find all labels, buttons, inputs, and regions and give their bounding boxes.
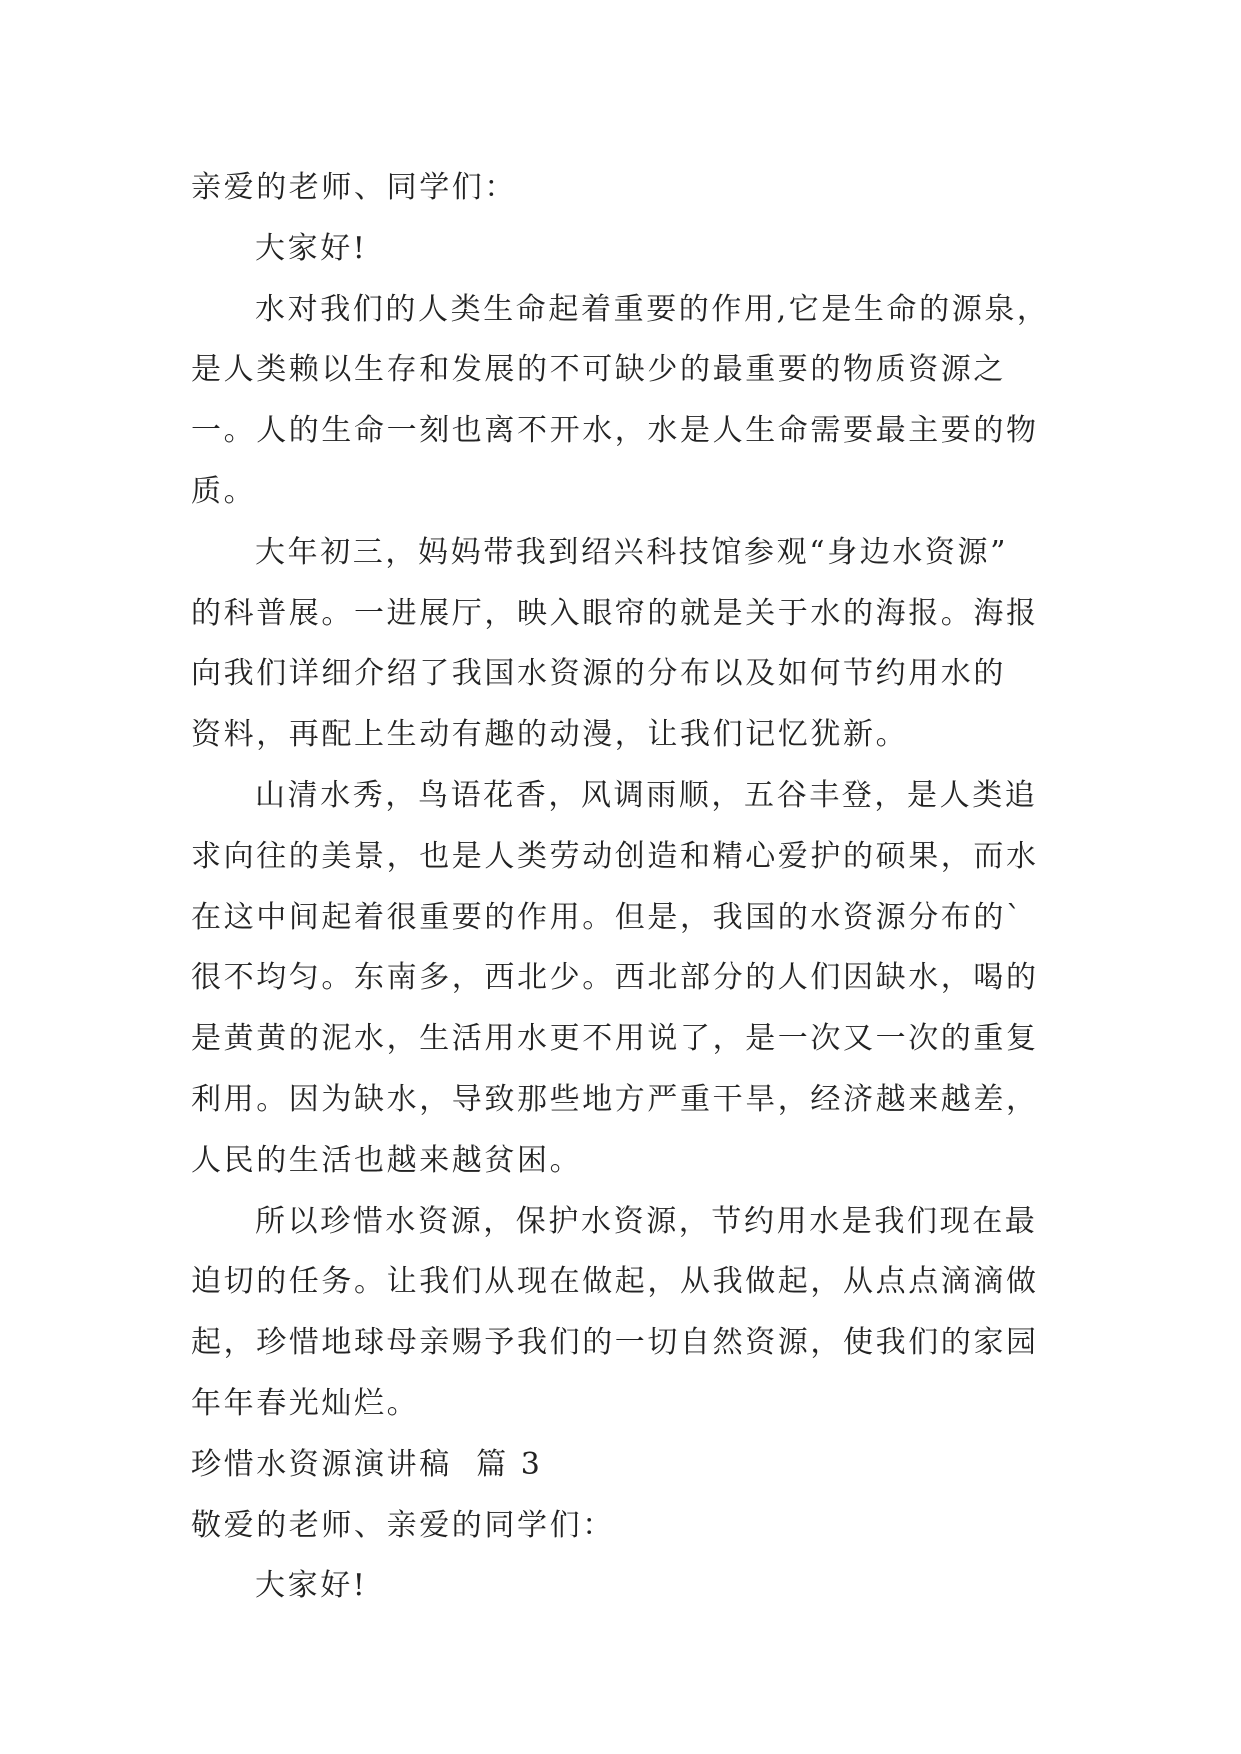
paragraph-line: 向我们详细介绍了我国水资源的分布以及如何节约用水的 [191, 656, 1006, 692]
paragraph-line: 一。人的生命一刻也离不开水，水是人生命需要最主要的物 [191, 413, 1039, 449]
section-heading: 珍惜水资源演讲稿 篇 3 [191, 1446, 543, 1482]
paragraph-line: 的科普展。一进展厅，映入眼帘的就是关于水的海报。海报 [191, 595, 1039, 631]
paragraph-line: 资料，再配上生动有趣的动漫，让我们记忆犹新。 [191, 717, 909, 753]
paragraph-line: 年年春光灿烂。 [191, 1385, 420, 1421]
paragraph-line: 在这中间起着很重要的作用。但是，我国的水资源分布的` [191, 899, 1024, 935]
salutation: 敬爱的老师、亲爱的同学们： [191, 1507, 615, 1543]
greeting: 大家好! [255, 1568, 368, 1604]
paragraph-line: 起，珍惜地球母亲赐予我们的一切自然资源，使我们的家园 [191, 1325, 1039, 1361]
paragraph-line: 是人类赖以生存和发展的不可缺少的最重要的物质资源之 [191, 352, 1006, 388]
salutation: 亲爱的老师、同学们： [191, 170, 517, 205]
paragraph-line: 是黄黄的泥水，生活用水更不用说了，是一次又一次的重复 [191, 1021, 1039, 1057]
paragraph-line: 求向往的美景，也是人类劳动创造和精心爱护的硕果，而水 [191, 838, 1039, 874]
paragraph-line: 所以珍惜水资源，保护水资源，节约用水是我们现在最 [255, 1203, 1038, 1239]
document-page [191, 158, 1071, 1617]
paragraph-line: 人民的生活也越来越贫困。 [191, 1142, 583, 1178]
paragraph-line: 质。 [191, 473, 257, 509]
greeting: 大家好! [255, 230, 368, 266]
paragraph-line: 利用。因为缺水，导致那些地方严重干旱，经济越来越差， [191, 1081, 1039, 1117]
paragraph-line: 水对我们的人类生命起着重要的作用,它是生命的源泉， [255, 291, 1050, 327]
paragraph-line: 大年初三，妈妈带我到绍兴科技馆参观“身边水资源” [255, 534, 1009, 570]
paragraph-line: 很不均匀。东南多，西北少。西北部分的人们因缺水，喝的 [191, 960, 1039, 996]
paragraph-line: 迫切的任务。让我们从现在做起，从我做起，从点点滴滴做 [191, 1264, 1039, 1300]
paragraph-line: 山清水秀，鸟语花香，风调雨顺，五谷丰登，是人类追 [255, 777, 1038, 813]
